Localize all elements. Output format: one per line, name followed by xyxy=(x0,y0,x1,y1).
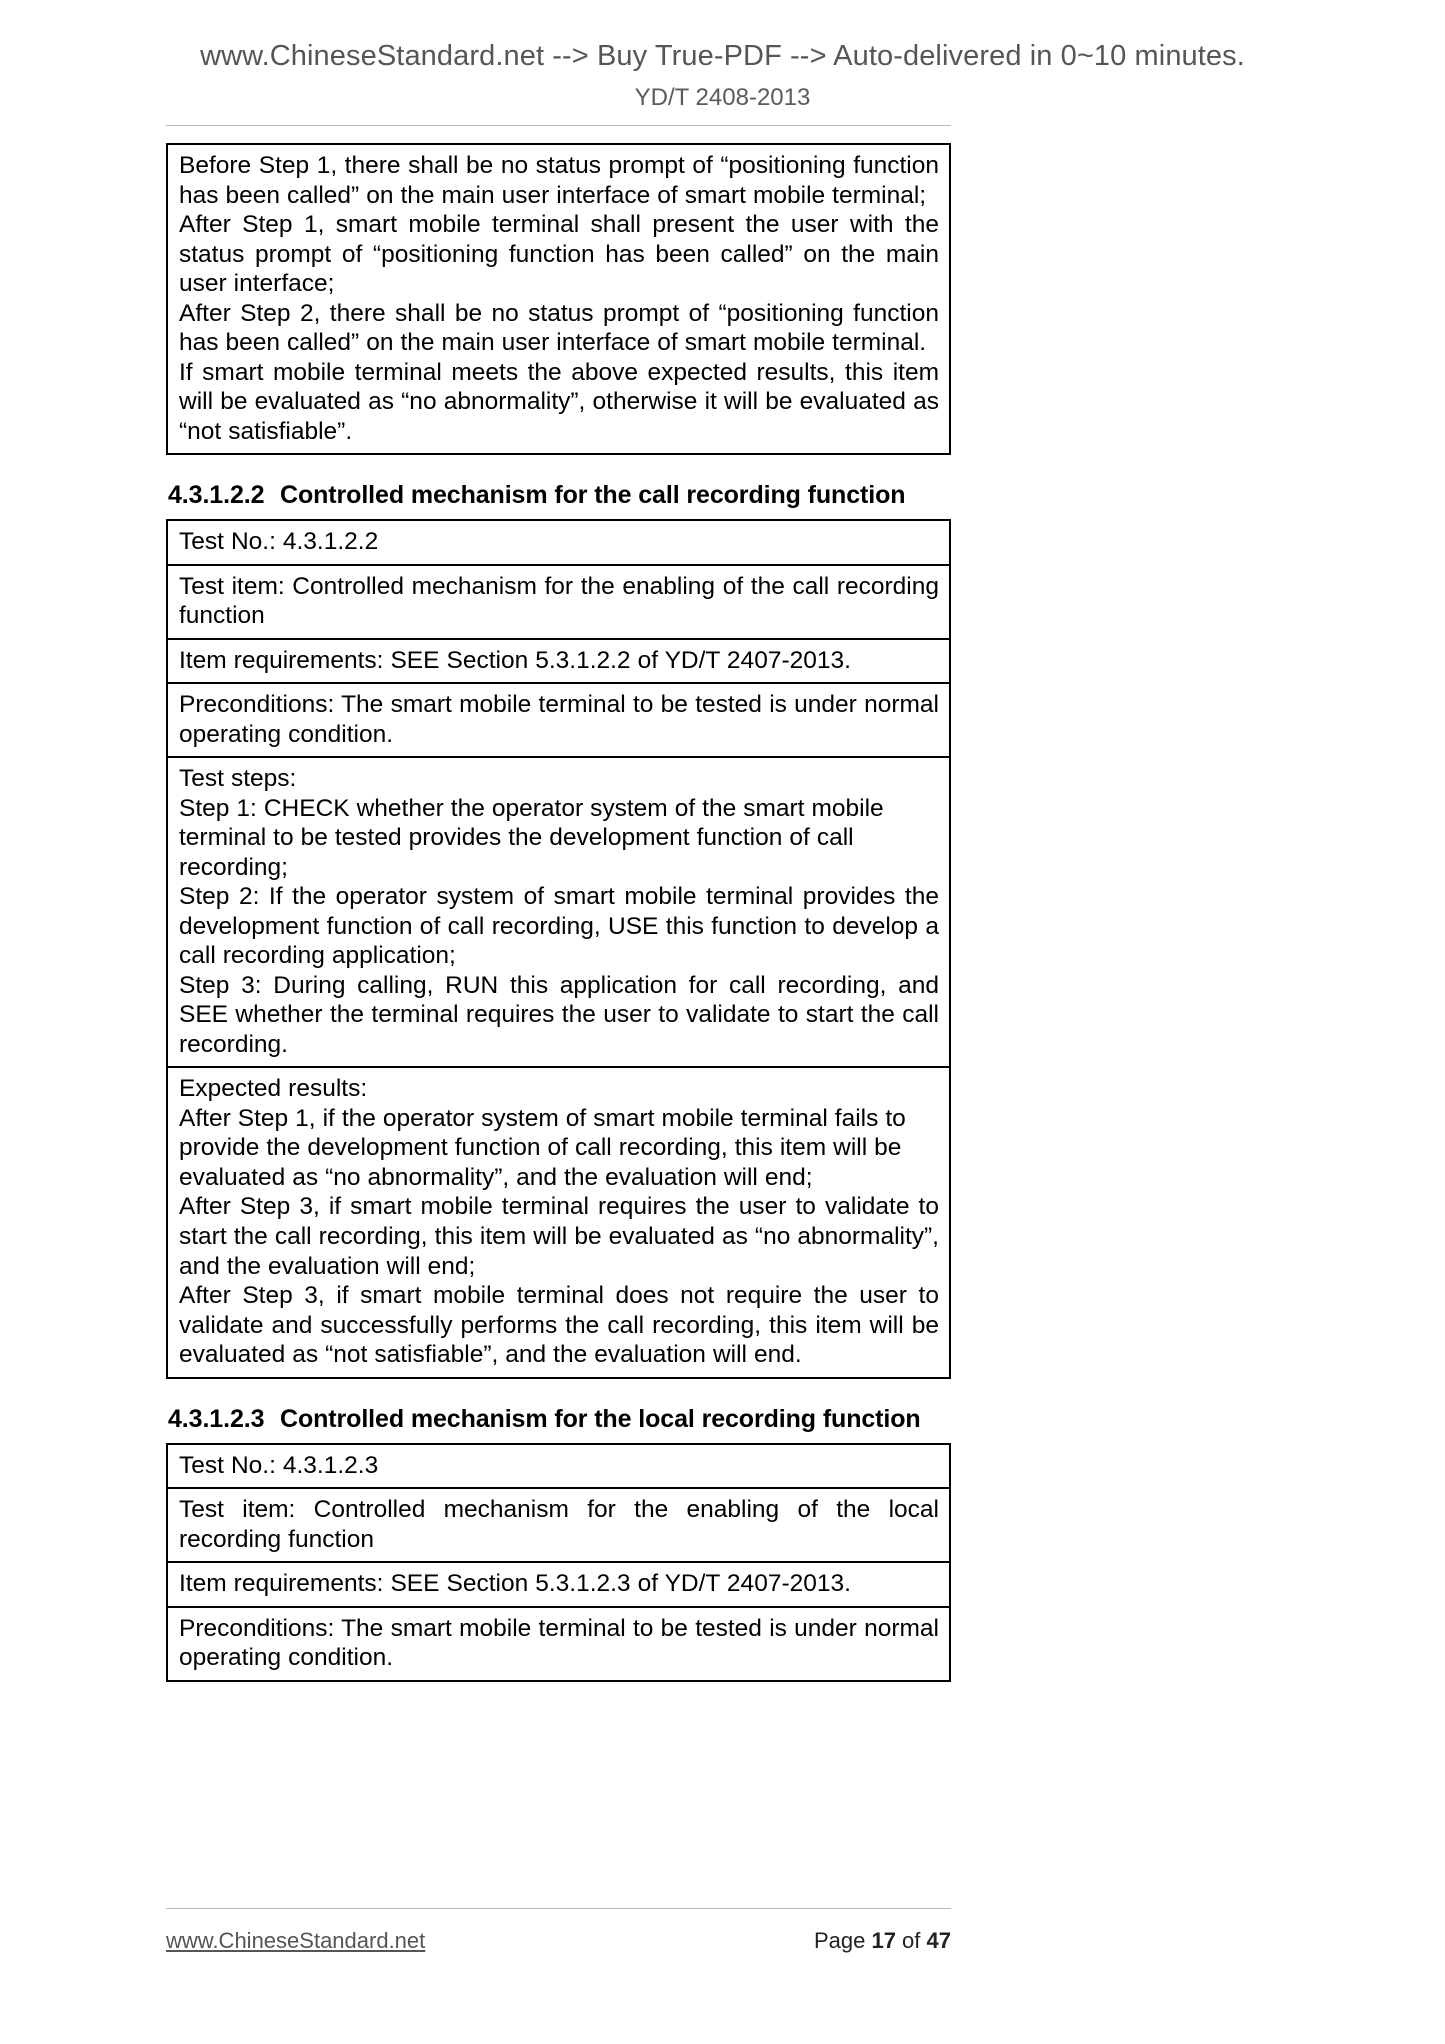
section-heading-4-3-1-2-3 xyxy=(168,1405,951,1434)
table-row xyxy=(168,1445,949,1490)
paragraph: After Step 1, smart mobile terminal shall present the user with the status prompt of “positioning function has been called” on the main user interface; xyxy=(179,211,939,298)
page-number-label xyxy=(814,1928,951,1954)
table-row xyxy=(168,1608,949,1680)
header-watermark: www.ChineseStandard.net --> Buy True-PDF --> Auto-delivered in 0~10 minutes. xyxy=(200,40,1245,72)
test-no-text: Test No.: 4.3.1.2.2 xyxy=(179,528,379,556)
test-steps-cell xyxy=(168,758,949,1066)
item-requirements-cell xyxy=(168,640,949,683)
section-number: 4.3.1.2.2 xyxy=(168,481,265,510)
preconditions-cell xyxy=(168,684,949,756)
test-item-text: Test item: Controlled mechanism for the enabling of the call recording function xyxy=(179,572,939,630)
standard-number: YD/T 2408-2013 xyxy=(634,84,811,111)
expected-results-cell xyxy=(168,145,949,453)
preconditions-cell xyxy=(168,1608,949,1680)
table-row xyxy=(168,521,949,566)
test-step: Step 3: During calling, RUN this application for call recording, and SEE whether the terminal requires the user to validate to start the call recording. xyxy=(179,971,939,1058)
test-no-cell xyxy=(168,1445,949,1488)
expected-results-box xyxy=(166,143,951,455)
table-row xyxy=(168,1068,949,1376)
expected-result: After Step 1, if the operator system of smart mobile terminal fails to provide the development function of call recording, this item will be evaluated as “no abnormality”, and the evaluation will end; xyxy=(179,1104,906,1191)
test-item-cell xyxy=(168,1489,949,1561)
page-prefix: Page xyxy=(813,1928,872,1953)
section-heading-4-3-1-2-2 xyxy=(168,481,951,510)
test-steps-label: Test steps: xyxy=(179,765,297,793)
test-step: Step 1: CHECK whether the operator system of the smart mobile terminal to be tested provides the development function of call recording; xyxy=(179,794,884,881)
test-step: Step 2: If the operator system of smart mobile terminal provides the development function of call recording, USE this function to develop a call recording application; xyxy=(179,883,939,970)
section-title: Controlled mechanism for the call recording function xyxy=(280,481,906,510)
preconditions-text: Preconditions: The smart mobile terminal to be tested is under normal operating condition. xyxy=(179,691,939,748)
footer-site-link[interactable]: www.ChineseStandard.net xyxy=(166,1928,426,1953)
footer-divider xyxy=(166,1908,951,1909)
item-requirements-text: Item requirements: SEE Section 5.3.1.2.3 of YD/T 2407-2013. xyxy=(179,1570,851,1598)
test-item-text: Test item: Controlled mechanism for the enabling of the local recording function xyxy=(179,1496,939,1553)
item-requirements-text: Item requirements: SEE Section 5.3.1.2.2 of YD/T 2407-2013. xyxy=(179,646,851,674)
table-row xyxy=(168,1563,949,1608)
table-row xyxy=(168,640,949,685)
section-title: Controlled mechanism for the local recording function xyxy=(280,1404,921,1433)
page-current: 17 xyxy=(871,1928,896,1953)
page-footer xyxy=(166,1928,951,1954)
section-number: 4.3.1.2.3 xyxy=(168,1404,265,1433)
test-no-cell xyxy=(168,521,949,564)
test-no-text: Test No.: 4.3.1.2.3 xyxy=(179,1451,379,1479)
paragraph: After Step 2, there shall be no status prompt of “positioning function has been called” on the main user interface of smart mobile terminal. xyxy=(179,299,939,357)
header-divider xyxy=(166,125,951,126)
expected-results-label: Expected results: xyxy=(179,1075,368,1103)
page-header xyxy=(0,40,1445,112)
expected-result: After Step 3, if smart mobile terminal does not require the user to validate and successfully performs the call recording, this item will be evaluated as “not satisfiable”, and the evaluation will end. xyxy=(179,1282,939,1369)
expected-result: After Step 3, if smart mobile terminal requires the user to validate to start the call recording, this item will be evaluated as “no abnormality”, and the evaluation will end; xyxy=(179,1193,939,1280)
item-requirements-cell xyxy=(168,1563,949,1606)
table-row xyxy=(168,566,949,640)
table-row xyxy=(168,145,949,453)
page-content xyxy=(166,143,951,1682)
test-table-4-3-1-2-2 xyxy=(166,519,951,1378)
table-row xyxy=(168,1489,949,1563)
test-item-cell xyxy=(168,566,949,638)
expected-results-cell xyxy=(168,1068,949,1376)
table-row xyxy=(168,684,949,758)
preconditions-text: Preconditions: The smart mobile terminal to be tested is under normal operating condition. xyxy=(179,1614,939,1672)
test-table-4-3-1-2-3 xyxy=(166,1443,951,1682)
paragraph: If smart mobile terminal meets the above expected results, this item will be evaluated as “no abnormality”, otherwise it will be evaluated as “not satisfiable”. xyxy=(179,358,939,445)
page-of: of xyxy=(895,1928,927,1953)
page-total: 47 xyxy=(926,1928,951,1953)
paragraph: Before Step 1, there shall be no status prompt of “positioning function has been called” on the main user interface of smart mobile terminal; xyxy=(179,152,939,209)
table-row xyxy=(168,758,949,1068)
